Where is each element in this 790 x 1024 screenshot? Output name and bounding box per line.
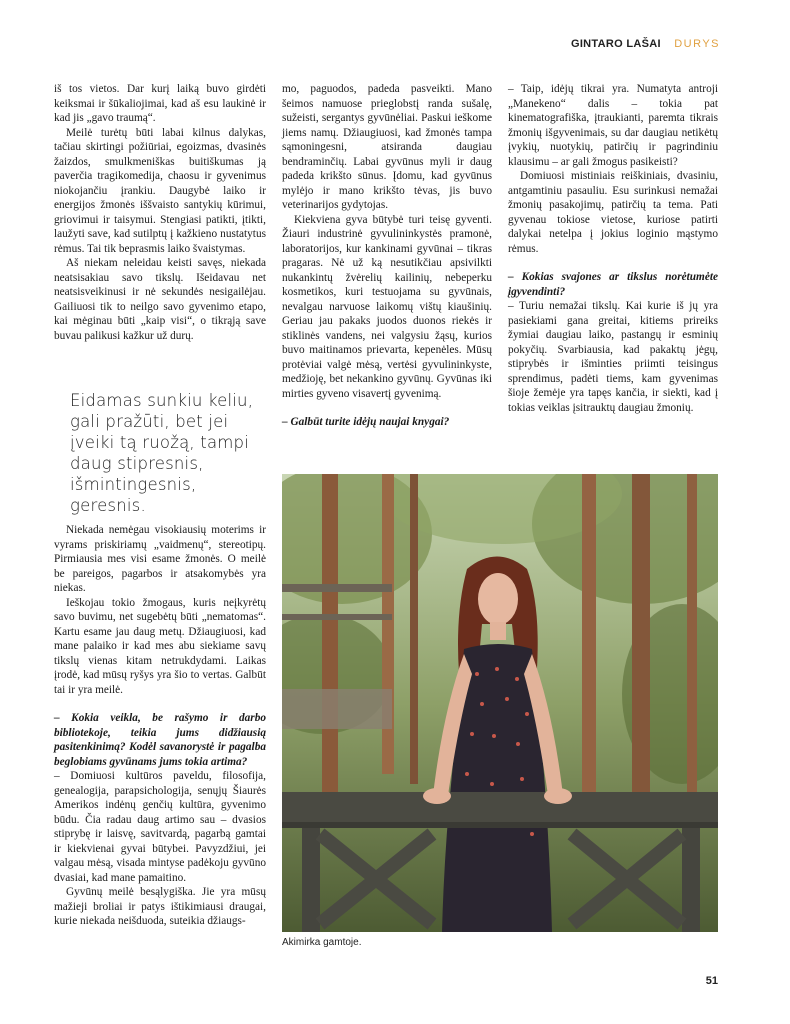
column-1-top [54, 82, 266, 343]
paragraph: Ieškojau tokio žmogaus, kuris neįkyrėtų savo buvimu, net sugebėtų būti „nematomas“. Kartu esame jau daug metų. Džiaugiuosi, kad mane palaiko ir kad mes abu siekiame savų tikslų vienas kitam netrukdydami. Laikas įrodė, kad mūsų ryšys yra šio to vertas. Galbūt tai ir yra meilė. [54, 596, 266, 696]
paragraph: Aš niekam neleidau keisti savęs, niekada neatsisakiau savo tikslų. Išeidavau net neatsisveikinusi ir nė sekundės nesigailėjau. Gailiuosi tik to neilgo savo gyvenimo etapo, kai mėginau būti „kaip visi“, o tikrąją save buvau palikusi kažkur už durų. [54, 257, 266, 342]
paragraph: Domiuosi mistiniais reiškiniais, dvasiniu, antgamtiniu pasauliu. Esu surinkusi nemažai žmonių pasakojimų, patirčių ta tema. Pati gyvenau tokiose vietose, kuriose patirti dalykai netelpa į jokius loginio mąstymo rėmus. [508, 170, 718, 255]
paragraph: – Turiu nemažai tikslų. Kai kurie iš jų yra pasiekiami gana greitai, kitiems prireiks žymiai daugiau laiko, pastangų ir esminių pokyčių. Svarbiausia, kad pakaktų jėgų, stiprybės ir išminties priimti teisingus sprendimus, padėti tiems, kam gyvenimas šioje žemėje yra tapęs kančia, ir siekti, kad į tokias veiklas įsitrauktų daugiau žmonių. [508, 300, 718, 414]
column-2 [282, 82, 492, 430]
interview-question: – Kokias svajones ar tikslus norėtumėte įgyvendinti? [508, 271, 718, 298]
header-author: GINTARO LAŠAI [570, 38, 661, 50]
interview-question: – Kokia veikla, be rašymo ir darbo bibliotekoje, teikia jums didžiausią pasitenkinimą? Kodėl savanorystė ir pagalba beglobiams gyvūnams jums tokia artima? [54, 712, 266, 768]
paragraph: Gyvūnų meilė besąlygiška. Jie yra mūsų mažieji broliai ir patys ištikimiausi draugai, kurie niekada neišduoda, suteikia džiaugs- [54, 886, 266, 927]
portrait-photo [282, 474, 718, 932]
pull-quote: Eidamas sunkiu keliu, gali pražūti, bet jei įveiki tą ruožą, tampi daug stipresnis, išmintingesnis, geresnis. [70, 391, 254, 515]
column-1-bottom [54, 523, 266, 929]
paragraph: iš tos vietos. Dar kurį laiką buvo girdėti keiksmai ir šūkaliojimai, kad aš esu laukinė ir kad jis „gavo traumą“. [54, 83, 266, 124]
paragraph: mo, paguodos, padeda pasveikti. Mano šeimos namuose prieglobstį randa sušalę, sužeisti, sergantys gyvūnėliai. Paskui ieškome jiems namų. Džiaugiuosi, kad žmonės tampa sąmoningesni, atsiranda daugiau bendraminčių. Labai gyvūnus myli ir daug padeda krikšto sūnus. Įdomu, kad gyvūnus mylėjo ir mano krikšto tėvas, jis buvo veterinarijos gydytojas. [282, 83, 492, 211]
paragraph: Meilė turėtų būti labai kilnus dalykas, tačiau skirtingi požiūriai, egoizmas, dvasinės žaizdos, smulkmeniškas buitiškumas ją paverčia tragikomedija, chaosu ir gyvenimus niokojančiu įrankiu. Daugybė laiko ir energijos žmonės iššvaisto santykių kūrimui, griovimui ir taisymui. Stengiasi patikti, įtikti, laužyti save, kad sutilptų į kažkieno nustatytus rėmus. Tai tik beprasmis laiko švaistymas. [54, 126, 266, 255]
forest-portrait-illustration [282, 474, 718, 932]
running-header [571, 38, 720, 50]
page-number: 51 [705, 975, 718, 987]
photo-caption: Akimirka gamtoje. [282, 937, 362, 948]
paragraph: – Taip, idėjų tikrai yra. Numatyta antroji „Manekeno“ dalis – tokia pat kinematografiška, įtraukianti, paremta tikrais žmonių išgyvenimais, su dar daugiau netikėtų įvykių, nuotykių, patirčių ir pagrindiniu klausimu – ar gali žmogus pasikeisti? [508, 83, 718, 168]
interview-question: – Galbūt turite idėjų naujai knygai? [282, 416, 450, 428]
column-3 [508, 82, 718, 415]
paragraph: – Domiuosi kultūros paveldu, filosofija, genealogija, parapsichologija, senųjų Šiaurės Amerikos indėnų genčių kultūra, gyvenimo būdu. Čia radau daug artimo sau – dvasios stiprybę ir laisvę, savitvardą, pagarbą gamtai ir kiekvienai gyvai būtybei. Pavyzdžiui, jei valgau mėsą, visada mintyse padėkoju gyvūno dvasiai, kad mane pamaitino. [54, 770, 266, 884]
paragraph: Kiekviena gyva būtybė turi teisę gyventi. Žiauri industrinė gyvulininkystės pramonė, laboratorijos, kur kankinami gyvūnai – tikras pragaras. Nė už ką nesutikčiau apsivilkti nukankintų žvėrelių kailinių, nebeperku kosmetikos, kuri testuojama su gyvūnais, nevalgau narvuose laikomų vištų kiaušinių. Geriau jau pakaks juodos duonos riekės ir stiklinės vandens, nei valgysiu žąsų, kurios buvo maitinamos prievarta, kepenėles. Mūsų protėviai valgė mėsą, vertėsi gyvulininkyste, medžioję, bet nekankino gyvūnų. Gyvūnas iki mirties gyveno visavertį gyvenimą. [282, 213, 492, 400]
header-section: DURYS [674, 38, 720, 50]
paragraph: Niekada nemėgau visokiausių moterims ir vyrams priskiriamų „vaidmenų“, stereotipų. Pirmiausia mes visi esame žmonės. O meilė be pareigos, pagarbos ir atsakomybės yra niekas. [54, 524, 266, 594]
